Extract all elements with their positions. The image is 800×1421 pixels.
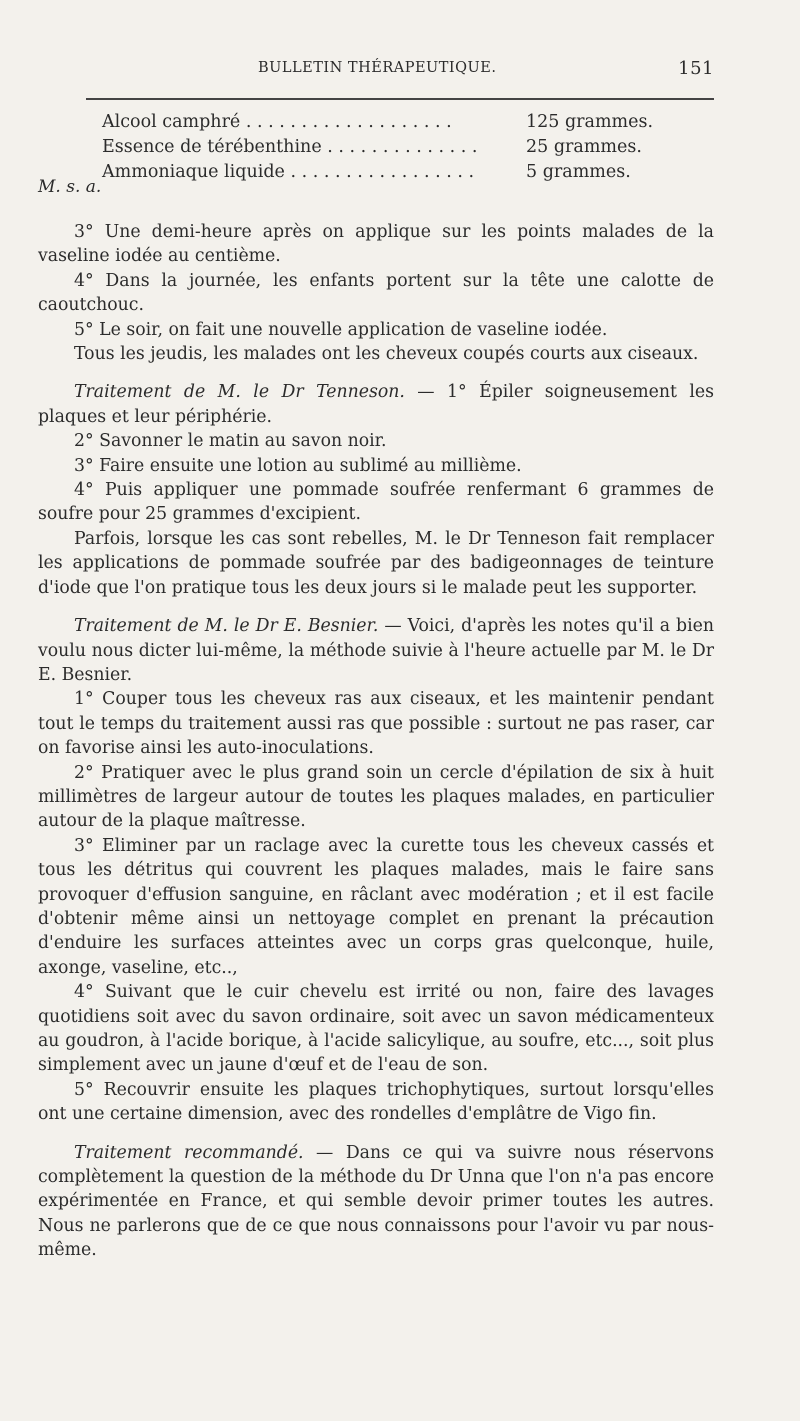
leader-dots: . . . . . . . . . . . . . . <box>327 137 478 157</box>
paragraph: Tous les jeudis, les malades ont les cheveux coupés courts aux ciseaux. <box>74 344 699 365</box>
prescription-line <box>38 112 714 137</box>
ingredient: Ammoniaque liquide . . . . . . . . . . . . . . . . . <box>102 162 475 182</box>
header-rule <box>86 98 714 100</box>
quantity: 125 grammes. <box>526 112 654 132</box>
prescription-line <box>38 162 714 187</box>
paragraph: 3° Faire ensuite une lotion au sublimé au millième. <box>74 455 522 476</box>
paragraph: 2° Savonner le matin au savon noir. <box>74 431 387 452</box>
paragraph: Traitement de M. le Dr E. Besnier. — Voici, d'après les notes qu'il a bien voulu nous dicter lui-même, la méthode suivie à l'heure actuelle par M. le Dr E. Besnier. <box>38 616 714 685</box>
page <box>38 0 714 1421</box>
paragraph: 4° Puis appliquer une pommade soufrée renfermant 6 grammes de soufre pour 25 grammes d'excipient. <box>38 480 714 525</box>
paragraph: 5° Le soir, on fait une nouvelle application de vaseline iodée. <box>74 319 608 340</box>
page-number: 151 <box>678 58 714 79</box>
paragraph: 2° Pratiquer avec le plus grand soin un cercle d'épilation de six à huit millimètres de largeur autour de toutes les plaques malades, en particulier autour de la plaque maîtresse. <box>38 762 714 832</box>
paragraph: Traitement de M. le Dr Tenneson. — 1° Épiler soigneusement les plaques et leur périphérie. <box>38 382 714 427</box>
running-header <box>38 58 714 84</box>
paragraph: 3° Une demi-heure après on applique sur les points malades de la vaseline iodée au centième. <box>38 222 714 267</box>
body-text <box>38 220 714 1263</box>
ingredient: Alcool camphré . . . . . . . . . . . . . . . . . . . <box>102 112 452 132</box>
ingredient: Essence de térébenthine . . . . . . . . . . . . . . <box>102 137 478 157</box>
paragraph: 5° Recouvrir ensuite les plaques trichophytiques, surtout lorsqu'elles ont une certaine dimension, avec des rondelles d'emplâtre de Vigo fin. <box>38 1079 714 1125</box>
paragraph: Parfois, lorsque les cas sont rebelles, M. le Dr Tenneson fait remplacer les applications de pommade soufrée par des badigeonnages de teinture d'iode que l'on pratique tous les deux jours si le malade peut les supporter. <box>38 528 714 598</box>
prescription-line <box>38 137 714 162</box>
section-title: Traitement recommandé. <box>74 1142 304 1163</box>
section-title: Traitement de M. le Dr Tenneson. <box>74 382 405 403</box>
leader-dots: . . . . . . . . . . . . . . . . . . . <box>245 112 452 132</box>
paragraph: 4° Dans la journée, les enfants portent sur la tête une calotte de caoutchouc. <box>38 270 714 316</box>
paragraph: Traitement recommandé. — Dans ce qui va suivre nous réservons complètement la question de la méthode du Dr Unna que l'on n'a pas encore expérimentée en France, et qui semble devoir primer toutes les autres. Nous ne parlerons que de ce que nous connaissons pour l'avoir vu par nous-même. <box>38 1142 714 1261</box>
prescription <box>38 112 714 187</box>
quantity: 5 grammes. <box>526 162 631 182</box>
quantity: 25 grammes. <box>526 137 642 157</box>
paragraph: 3° Eliminer par un raclage avec la curette tous les cheveux cassés et tous les détritus qui couvrent les plaques malades, mais le faire sans provoquer d'effusion sanguine, en râclant avec modération ; et il est facile d'obtenir même ainsi un nettoyage complet en prenant la précaution d'enduire les surfaces atteintes avec un corps gras quelconque, huile, axonge, vaseline, etc.., <box>38 835 714 978</box>
paragraph: 4° Suivant que le cuir chevelu est irrité ou non, faire des lavages quotidiens soit avec du savon ordinaire, soit avec un savon médicamenteux au goudron, à l'acide borique, à l'acide salicylique, au soufre, etc..., soit plus simplement avec un jaune d'œuf et de l'eau de son. <box>38 982 714 1076</box>
misce-signa: M. s. a. <box>38 177 102 197</box>
section-title: Traitement de M. le Dr E. Besnier. <box>74 616 379 637</box>
leader-dots: . . . . . . . . . . . . . . . . . <box>290 162 475 182</box>
paragraph: 1° Couper tous les cheveux ras aux ciseaux, et les maintenir pendant tout le temps du traitement aussi ras que possible : surtout ne pas raser, car on favorise ainsi les auto-inoculations. <box>38 689 714 759</box>
running-title: BULLETIN THÉRAPEUTIQUE. <box>258 60 497 76</box>
